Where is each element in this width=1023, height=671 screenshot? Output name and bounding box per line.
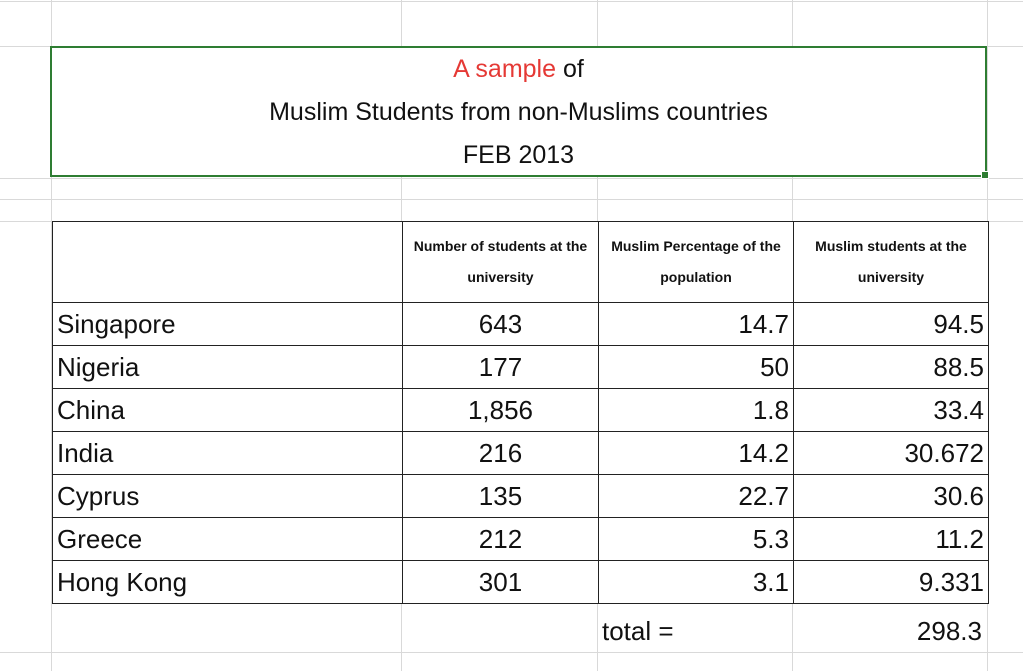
country-cell[interactable]: Nigeria [53, 346, 403, 389]
students-cell[interactable]: 212 [403, 518, 599, 561]
title-line-1-rest: of [556, 55, 584, 83]
gridline [0, 652, 1023, 653]
gridline [0, 178, 1023, 179]
table-row [53, 346, 989, 389]
gridline [0, 199, 1023, 200]
header-cell-percentage[interactable]: Muslim Percentage of the population [599, 222, 794, 303]
country-cell[interactable]: Greece [53, 518, 403, 561]
students-cell[interactable]: 216 [403, 432, 599, 475]
fill-handle[interactable] [981, 171, 989, 179]
country-cell[interactable]: Cyprus [53, 475, 403, 518]
country-cell[interactable]: Hong Kong [53, 561, 403, 604]
percentage-cell[interactable]: 14.7 [599, 303, 794, 346]
percentage-cell[interactable]: 22.7 [599, 475, 794, 518]
country-cell[interactable]: India [53, 432, 403, 475]
title-line-2: Muslim Students from non-Muslims countries [269, 98, 768, 126]
header-cell-country[interactable] [53, 222, 403, 303]
muslim-students-cell[interactable]: 33.4 [794, 389, 989, 432]
percentage-cell[interactable]: 3.1 [599, 561, 794, 604]
percentage-cell[interactable]: 14.2 [599, 432, 794, 475]
data-table [52, 221, 989, 604]
country-cell[interactable]: Singapore [53, 303, 403, 346]
total-label[interactable]: total = [602, 616, 674, 646]
title-line-1 [52, 54, 985, 84]
table-row [53, 432, 989, 475]
gridline [0, 1, 1023, 2]
header-cell-students[interactable]: Number of students at the university [403, 222, 599, 303]
title-accent-text: A sample [453, 55, 557, 83]
table-row [53, 389, 989, 432]
table-row [53, 475, 989, 518]
students-cell[interactable]: 135 [403, 475, 599, 518]
muslim-students-cell[interactable]: 30.672 [794, 432, 989, 475]
students-cell[interactable]: 177 [403, 346, 599, 389]
students-cell[interactable]: 301 [403, 561, 599, 604]
title-line-3: FEB 2013 [462, 141, 575, 169]
muslim-students-cell[interactable]: 88.5 [794, 346, 989, 389]
table-row [53, 303, 989, 346]
total-value[interactable]: 298.3 [916, 616, 982, 646]
table-row [53, 561, 989, 604]
students-cell[interactable]: 1,856 [403, 389, 599, 432]
header-cell-muslim-students[interactable]: Muslim students at the university [794, 222, 989, 303]
students-cell[interactable]: 643 [403, 303, 599, 346]
table-row [53, 518, 989, 561]
percentage-cell[interactable]: 50 [599, 346, 794, 389]
muslim-students-cell[interactable]: 11.2 [794, 518, 989, 561]
country-cell[interactable]: China [53, 389, 403, 432]
percentage-cell[interactable]: 5.3 [599, 518, 794, 561]
percentage-cell[interactable]: 1.8 [599, 389, 794, 432]
title-cell[interactable] [50, 46, 987, 177]
header-row [53, 222, 989, 303]
muslim-students-cell[interactable]: 30.6 [794, 475, 989, 518]
muslim-students-cell[interactable]: 9.331 [794, 561, 989, 604]
muslim-students-cell[interactable]: 94.5 [794, 303, 989, 346]
